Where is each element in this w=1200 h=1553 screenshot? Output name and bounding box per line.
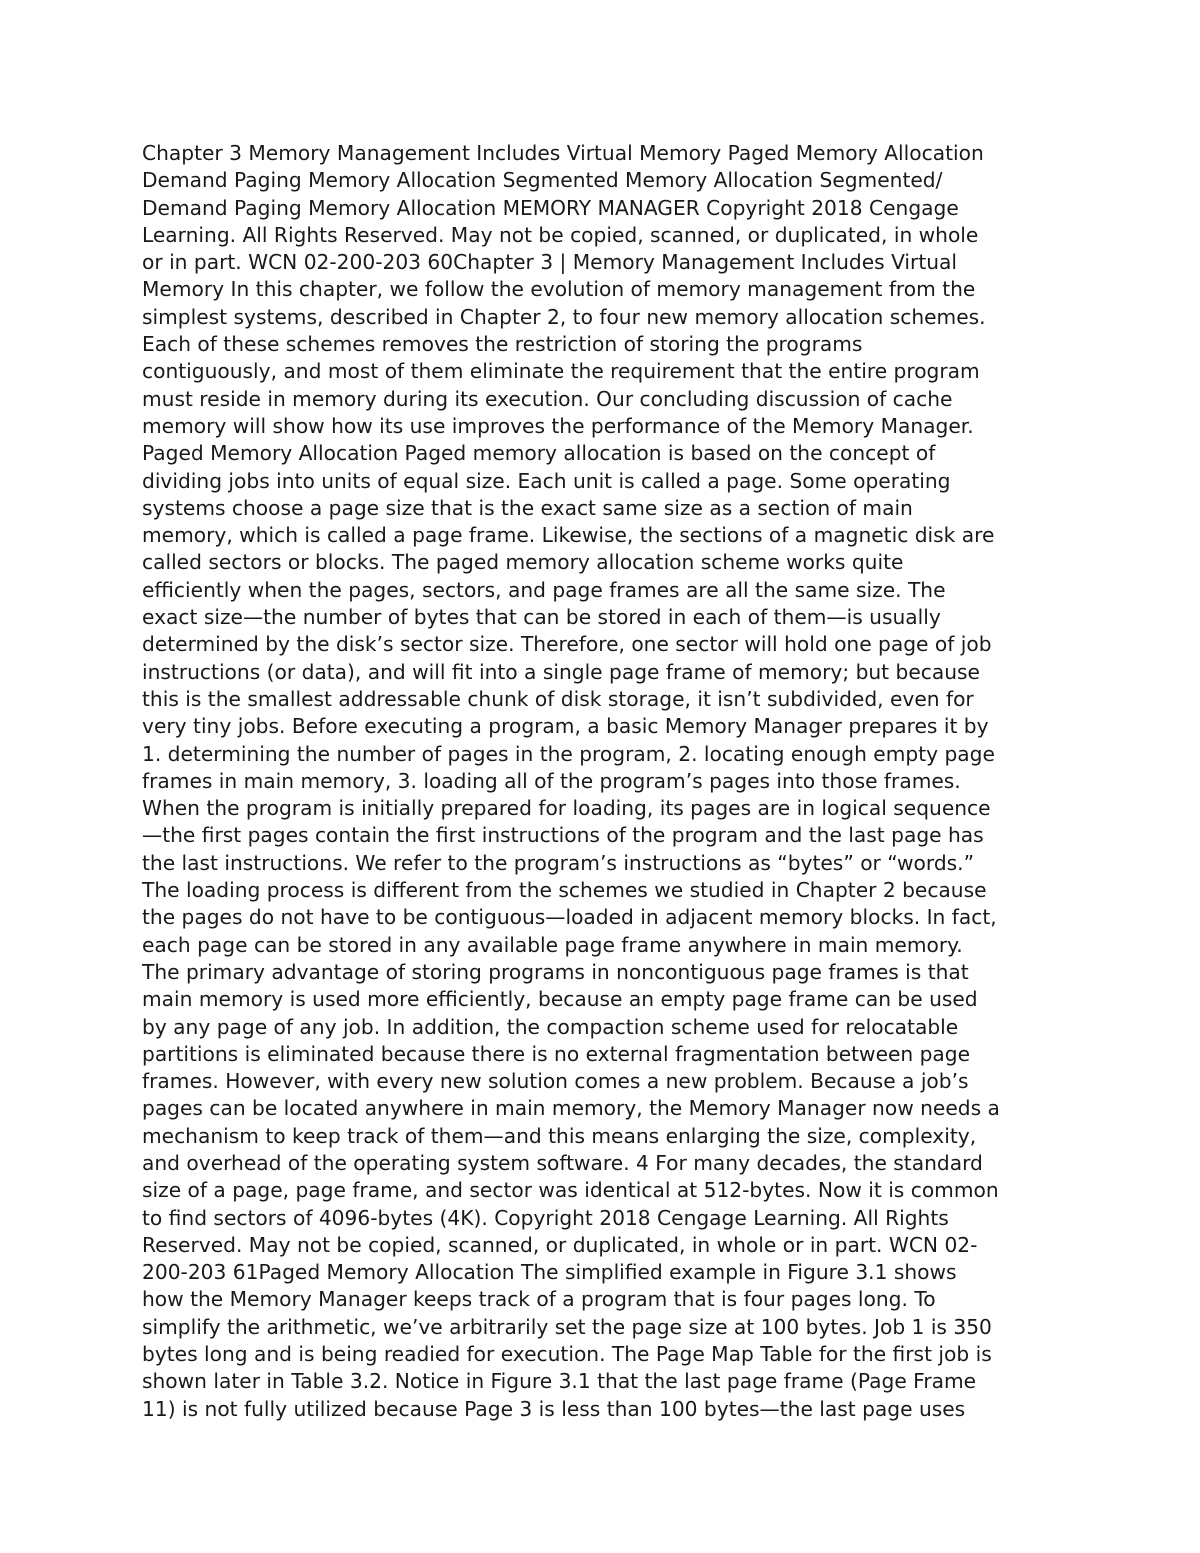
text-line: frames in main memory, 3. loading all of the program’s pages into those frames. — [142, 768, 961, 793]
text-line: shown later in Table 3.2. Notice in Figure 3.1 that the last page frame (Page Frame — [142, 1369, 977, 1394]
text-line: Demand Paging Memory Allocation MEMORY MANAGER Copyright 2018 Cengage — [142, 195, 959, 220]
text-line: Chapter 3 Memory Management Includes Virtual Memory Paged Memory Allocation — [142, 141, 984, 165]
text-line: dividing jobs into units of equal size. Each unit is called a page. Some operating — [142, 468, 951, 493]
text-line: mechanism to keep track of them—and this means enlarging the size, complexity, — [142, 1123, 977, 1148]
text-line: contiguously, and most of them eliminate the requirement that the entire program — [142, 359, 980, 384]
text-line: the last instructions. We refer to the program’s instructions as “bytes” or “words.” — [142, 850, 975, 875]
text-line: 11) is not fully utilized because Page 3 is less than 100 bytes—the last page uses — [142, 1396, 966, 1421]
text-line: determined by the disk’s sector size. Therefore, one sector will hold one page of job — [142, 632, 992, 657]
text-line: Reserved. May not be copied, scanned, or duplicated, in whole or in part. WCN 02- — [142, 1232, 978, 1257]
text-line: partitions is eliminated because there is no external fragmentation between page — [142, 1041, 971, 1066]
text-line: Memory In this chapter, we follow the evolution of memory management from the — [142, 277, 976, 302]
text-line: pages can be located anywhere in main memory, the Memory Manager now needs a — [142, 1096, 1000, 1121]
text-line: simplify the arithmetic, we’ve arbitrarily set the page size at 100 bytes. Job 1 is 350 — [142, 1314, 992, 1339]
text-line: efficiently when the pages, sectors, and page frames are all the same size. The — [142, 577, 946, 602]
text-line: called sectors or blocks. The paged memory allocation scheme works quite — [142, 550, 904, 575]
text-line: how the Memory Manager keeps track of a program that is four pages long. To — [142, 1287, 936, 1312]
text-line: 1. determining the number of pages in the program, 2. locating enough empty page — [142, 741, 995, 766]
text-line: systems choose a page size that is the exact same size as a section of main — [142, 495, 913, 520]
text-line: simplest systems, described in Chapter 2, to four new memory allocation schemes. — [142, 304, 986, 329]
text-line: to find sectors of 4096-bytes (4K). Copyright 2018 Cengage Learning. All Rights — [142, 1205, 949, 1230]
text-line: each page can be stored in any available page frame anywhere in main memory. — [142, 932, 963, 957]
text-line: size of a page, page frame, and sector was identical at 512-bytes. Now it is common — [142, 1178, 999, 1203]
text-line: —the first pages contain the first instructions of the program and the last page has — [142, 823, 984, 848]
text-line: 200-203 61Paged Memory Allocation The simplified example in Figure 3.1 shows — [142, 1260, 957, 1285]
text-line: or in part. WCN 02-200-203 60Chapter 3 | Memory Management Includes Virtual — [142, 250, 958, 275]
text-line: memory will show how its use improves the performance of the Memory Manager. — [142, 413, 974, 438]
text-line: very tiny jobs. Before executing a program, a basic Memory Manager prepares it by — [142, 714, 989, 739]
text-line: exact size—the number of bytes that can be stored in each of them—is usually — [142, 605, 941, 630]
text-line: bytes long and is being readied for execution. The Page Map Table for the first job is — [142, 1342, 992, 1367]
text-line: memory, which is called a page frame. Likewise, the sections of a magnetic disk are — [142, 523, 995, 548]
text-line: must reside in memory during its execution. Our concluding discussion of cache — [142, 386, 953, 411]
text-line: main memory is used more efficiently, because an empty page frame can be used — [142, 987, 978, 1012]
text-line: Each of these schemes removes the restriction of storing the programs — [142, 332, 863, 357]
text-line: frames. However, with every new solution comes a new problem. Because a job’s — [142, 1069, 969, 1094]
text-line: When the program is initially prepared for loading, its pages are in logical sequence — [142, 796, 991, 821]
text-line: Demand Paging Memory Allocation Segmented Memory Allocation Segmented/ — [142, 168, 943, 193]
text-line: The primary advantage of storing programs in noncontiguous page frames is that — [142, 959, 969, 984]
document-body-text — [142, 140, 1072, 1423]
text-line: this is the smallest addressable chunk of disk storage, it isn’t subdivided, even for — [142, 686, 974, 711]
text-line: Paged Memory Allocation Paged memory allocation is based on the concept of — [142, 441, 936, 466]
text-line: and overhead of the operating system software. 4 For many decades, the standard — [142, 1150, 983, 1175]
text-line: instructions (or data), and will fit into a single page frame of memory; but because — [142, 659, 980, 684]
text-line: by any page of any job. In addition, the compaction scheme used for relocatable — [142, 1014, 959, 1039]
text-line: The loading process is different from the schemes we studied in Chapter 2 because — [142, 878, 987, 903]
text-line: the pages do not have to be contiguous—loaded in adjacent memory blocks. In fact, — [142, 905, 997, 930]
text-line: Learning. All Rights Reserved. May not be copied, scanned, or duplicated, in whole — [142, 222, 979, 247]
